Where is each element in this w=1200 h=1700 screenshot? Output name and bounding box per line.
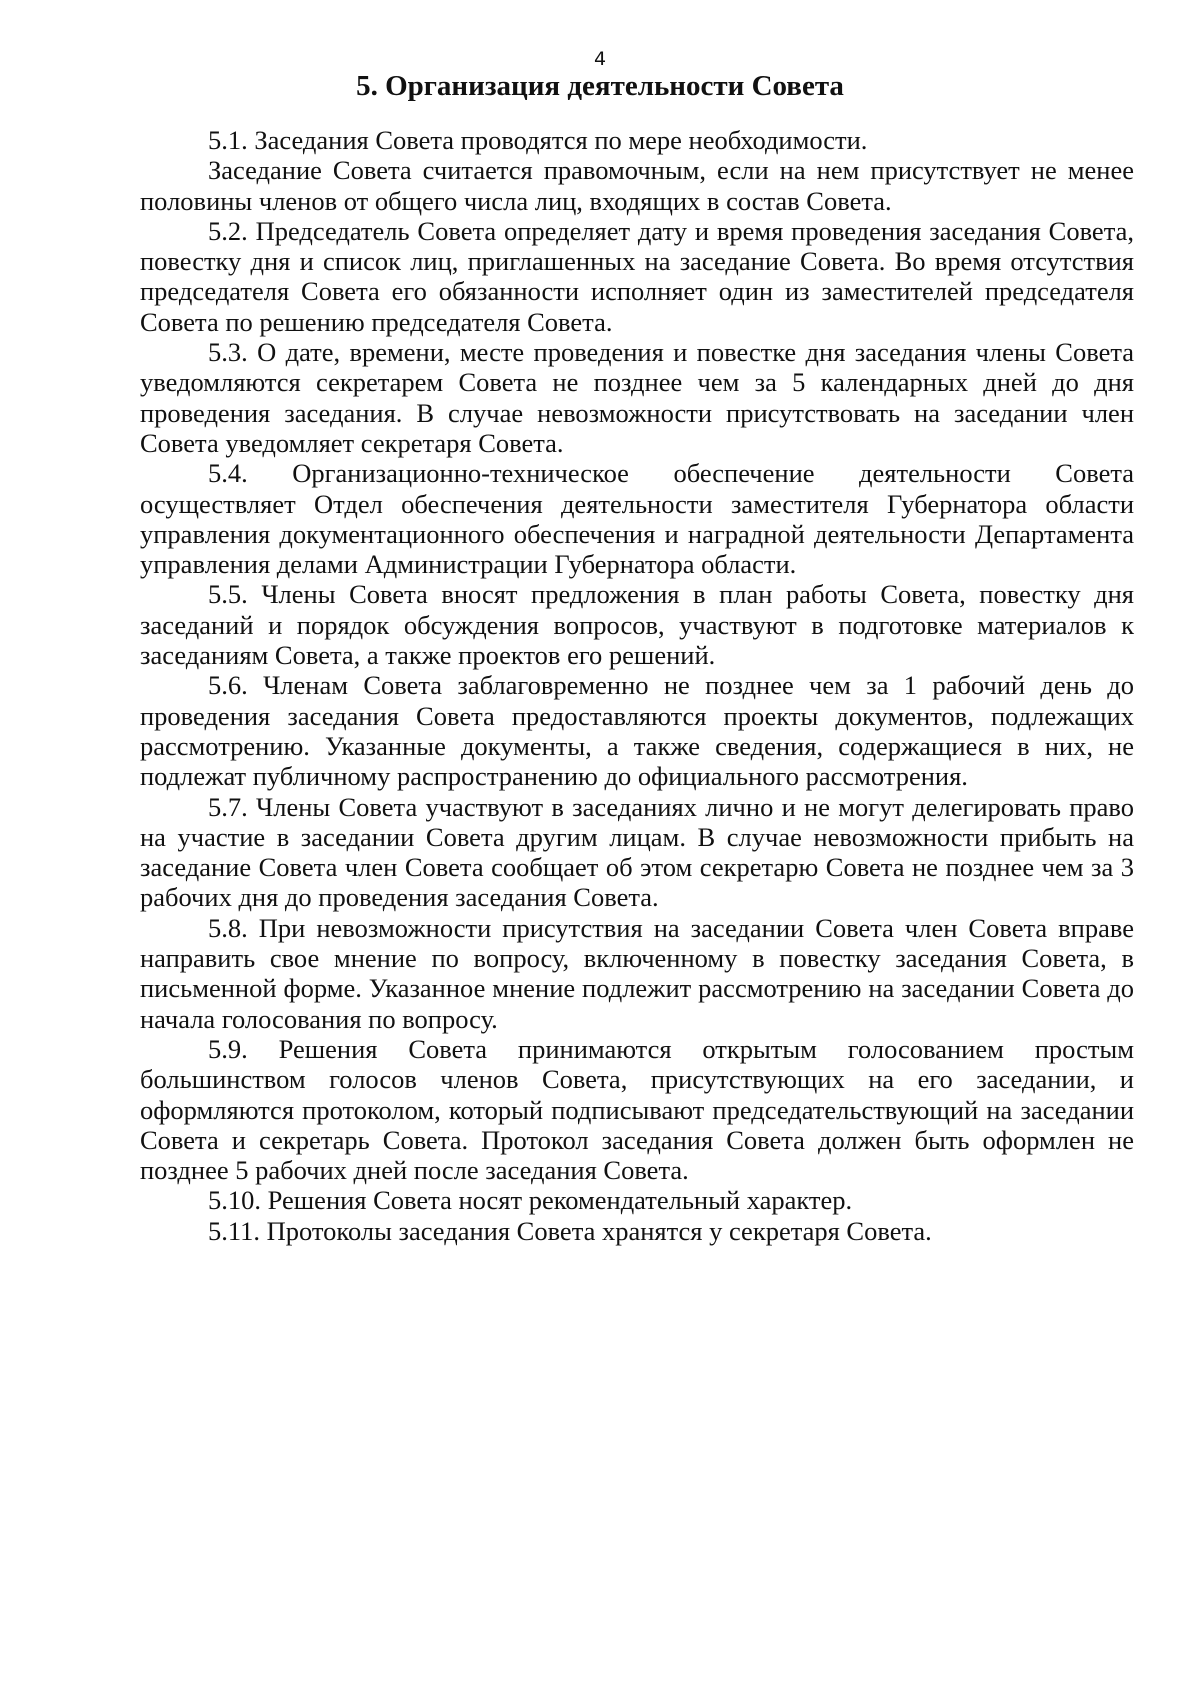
paragraph-5-4: 5.4. Организационно-техническое обеспечение деятельности Совета осуществляет Отдел обеспечения деятельности заместителя Губернатора области управления документационного обеспечения и наградной деятельности Департамента управления делами Администрации Губернатора области. <box>140 458 1134 580</box>
document-body <box>140 125 1134 1246</box>
paragraph-5-10: 5.10. Решения Совета носят рекомендательный характер. <box>208 1185 853 1216</box>
paragraph-5-1: 5.1. Заседания Совета проводятся по мере необходимости. <box>208 125 868 155</box>
paragraph-5-11: 5.11. Протоколы заседания Совета хранятся у секретаря Совета. <box>208 1215 932 1246</box>
paragraph-5-3: 5.3. О дате, времени, месте проведения и повестке дня заседания члены Совета уведомляются секретарем Совета не позднее чем за 5 календарных дней до дня проведения заседания. В случае невозможности присутствовать на заседании член Совета уведомляет секретаря Совета. <box>140 337 1134 458</box>
section-title: 5. Организация деятельности Совета <box>356 70 844 102</box>
page-number: 4 <box>593 48 607 70</box>
paragraph-5-5: 5.5. Члены Совета вносят предложения в план работы Совета, повестку дня заседаний и порядок обсуждения вопросов, участвуют в подготовке материалов к заседаниям Совета, а также проектов его решений. <box>140 579 1134 671</box>
paragraph-5-2: 5.2. Председатель Совета определяет дату и время проведения заседания Совета, повестку дня и список лиц, приглашенных на заседание Совета. Во время отсутствия председателя Совета его обязанности исполняет один из заместителей председателя Совета по решению председателя Совета. <box>140 215 1134 337</box>
paragraph-5-1-quorum: Заседание Совета считается правомочным, если на нем присутствует не менее половины членов от общего числа лиц, входящих в состав Совета. <box>140 155 1134 216</box>
paragraph-5-6: 5.6. Членам Совета заблаговременно не позднее чем за 1 рабочий день до проведения заседания Совета предоставляются проекты документов, подлежащих рассмотрению. Указанные документы, а также сведения, содержащиеся в них, не подлежат публичному распространению до официального рассмотрения. <box>140 670 1134 792</box>
paragraph-5-7: 5.7. Члены Совета участвуют в заседаниях лично и не могут делегировать право на участие в заседании Совета другим лицам. В случае невозможности прибыть на заседание Совета член Совета сообщает об этом секретарю Совета не позднее чем за 3 рабочих дня до проведения заседания Совета. <box>140 791 1134 913</box>
paragraph-5-9: 5.9. Решения Совета принимаются открытым голосованием простым большинством голосов членов Совета, присутствующих на его заседании, и оформляются протоколом, который подписывают председательствующий на заседании Совета и секретарь Совета. Протокол заседания Совета должен быть оформлен не позднее 5 рабочих дней после заседания Совета. <box>140 1033 1134 1186</box>
paragraph-5-8: 5.8. При невозможности присутствия на заседании Совета член Совета вправе направить свое мнение по вопросу, включенному в повестку заседания Совета, в письменной форме. Указанное мнение подлежит рассмотрению на заседании Совета до начала голосования по вопросу. <box>140 912 1134 1034</box>
